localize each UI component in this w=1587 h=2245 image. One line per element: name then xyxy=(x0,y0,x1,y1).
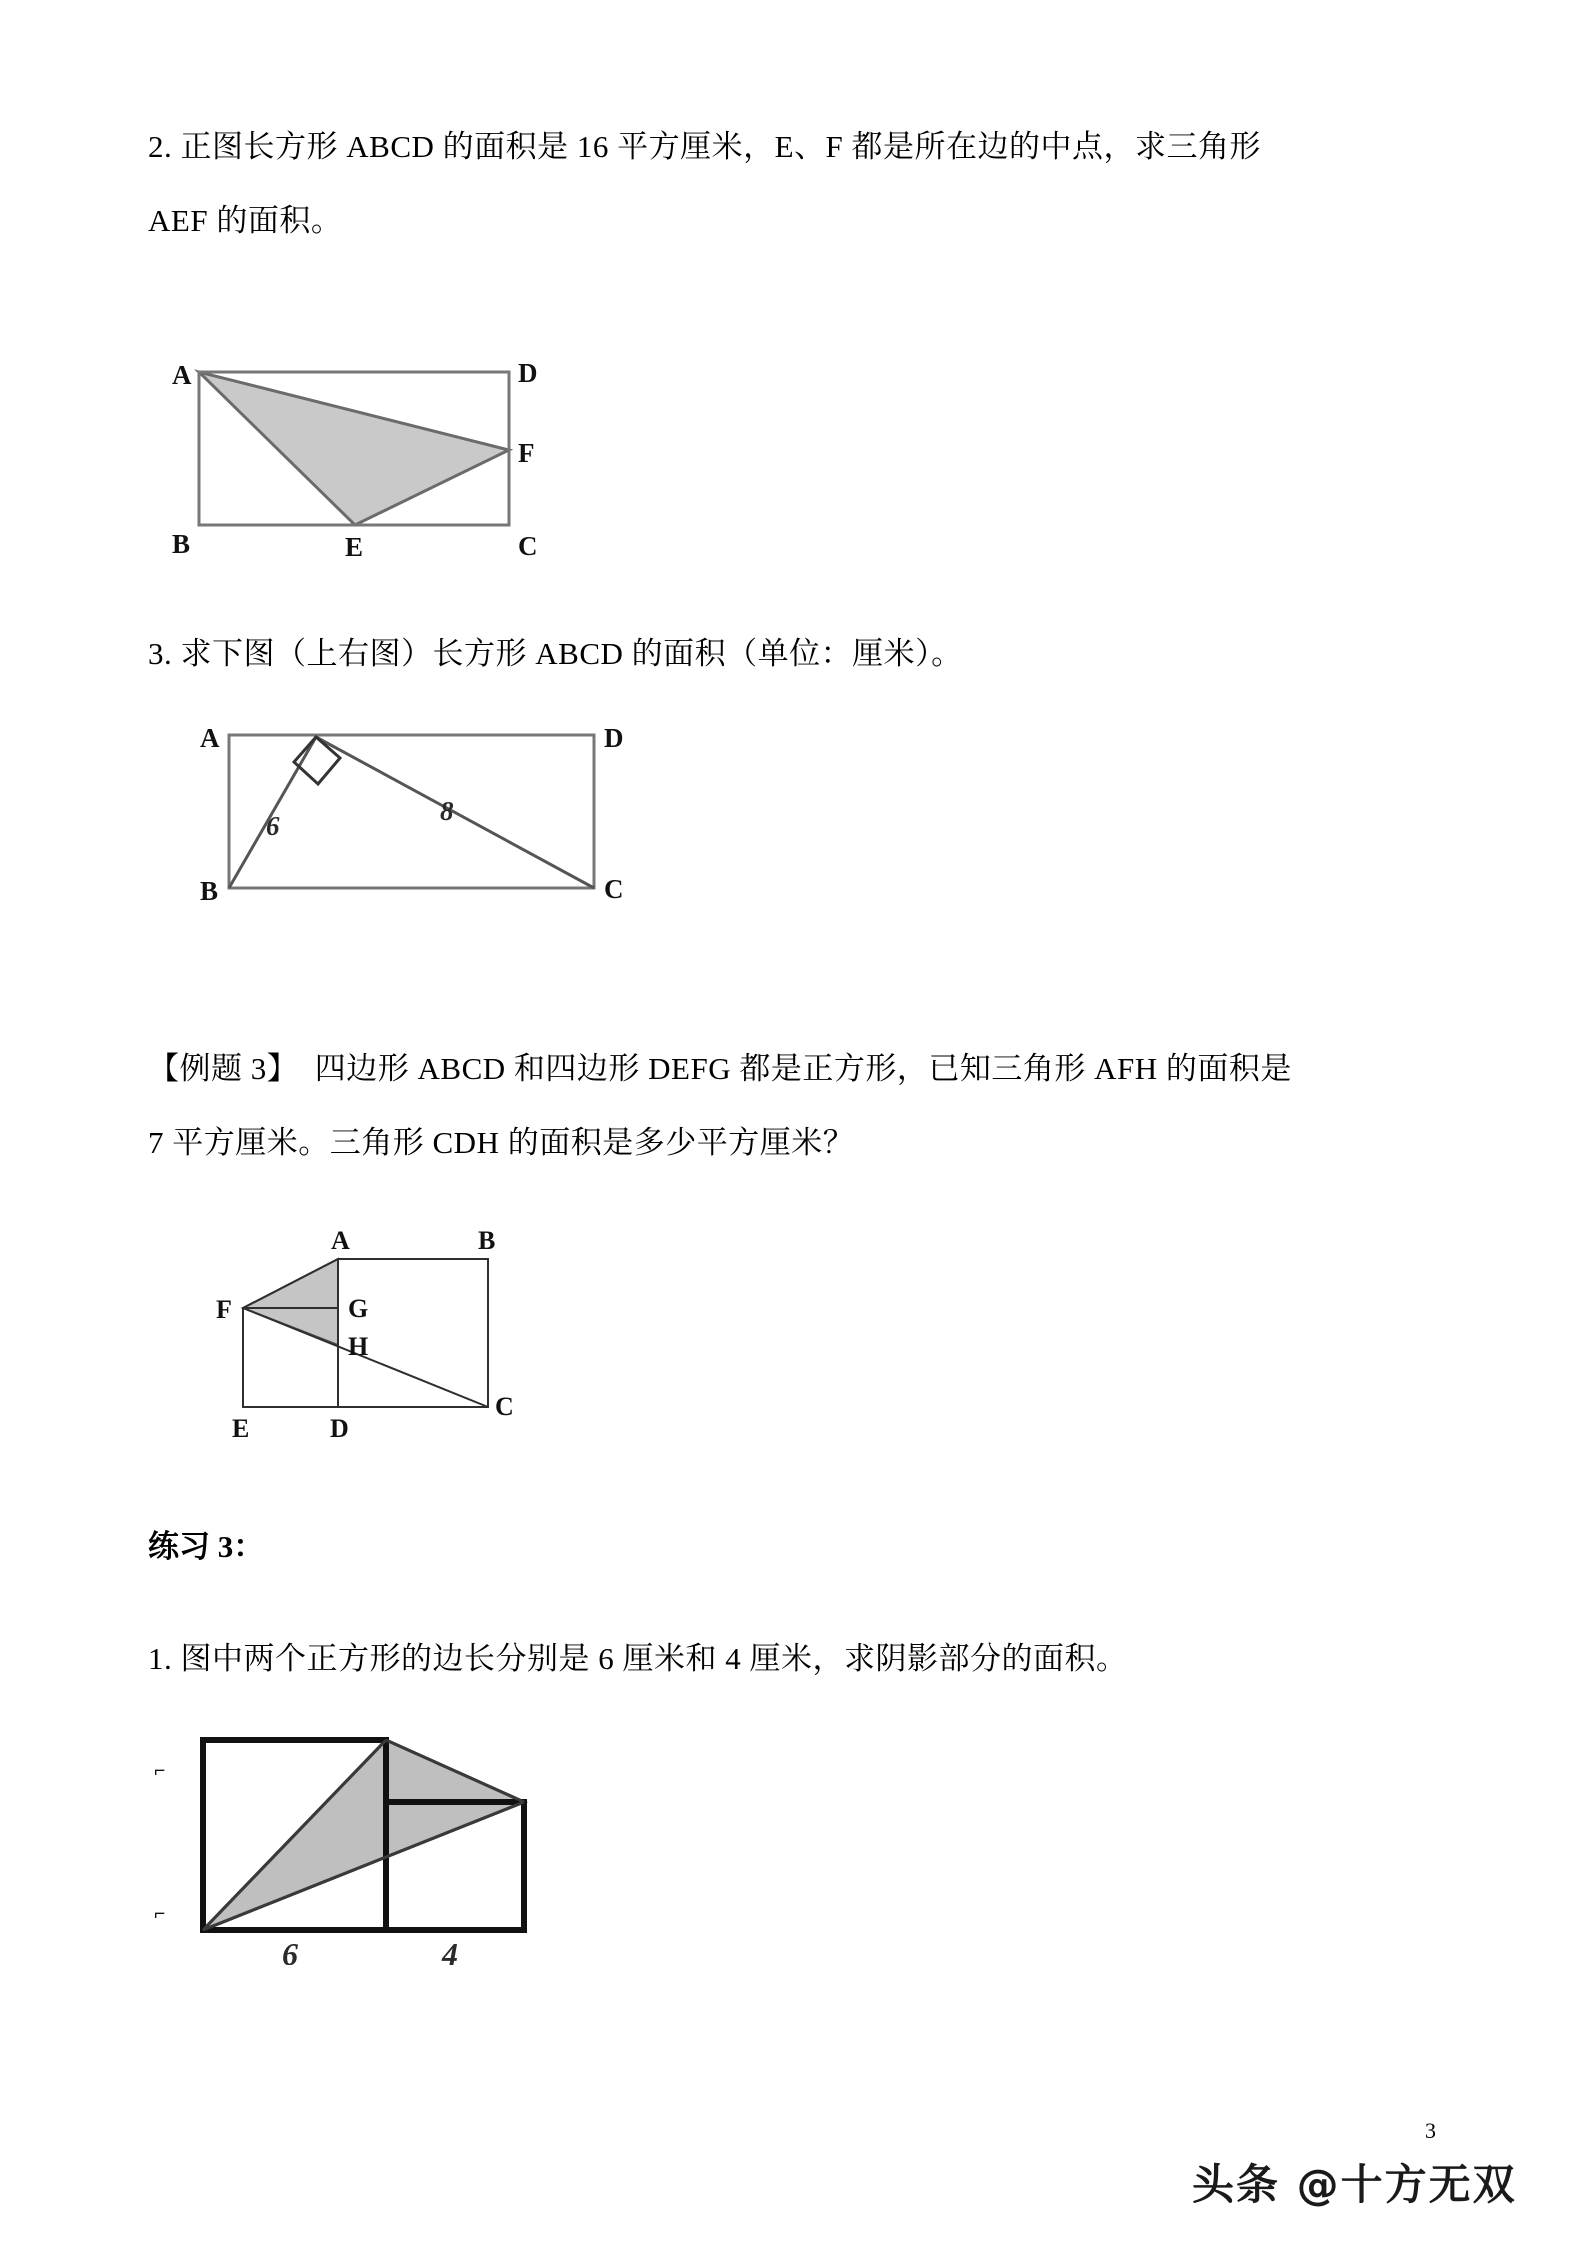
figure1-label-d: D xyxy=(518,358,538,388)
figure2-label-d: D xyxy=(604,723,624,753)
shaded-region-lower xyxy=(203,1740,524,1930)
practice-3-item-1: 1. 图中两个正方形的边长分别是 6 厘米和 4 厘米，求阴影部分的面积。 xyxy=(148,1641,1128,1676)
problem-2-line-2: AEF 的面积。 xyxy=(148,203,343,238)
figure3-label-c: C xyxy=(495,1392,514,1421)
practice-3-heading: 练习 3： xyxy=(148,1529,265,1564)
figure3-label-h: H xyxy=(348,1332,369,1361)
rectangle-outline xyxy=(229,735,594,888)
figure3-label-f: F xyxy=(216,1295,232,1324)
figure1-label-a: A xyxy=(172,360,192,390)
figure3-label-e: E xyxy=(232,1414,250,1443)
figure1-label-b: B xyxy=(172,529,191,559)
figure3-label-b: B xyxy=(478,1226,496,1255)
triangle-leg-8 xyxy=(316,737,594,888)
figure2-measure-6: 6 xyxy=(266,811,280,841)
example-3-line-2: 7 平方厘米。三角形 CDH 的面积是多少平方厘米？ xyxy=(148,1125,855,1160)
watermark: 头条 @十方无双 xyxy=(1192,2160,1517,2209)
figure-rectangle-right-triangle xyxy=(170,700,650,930)
figure2-label-c: C xyxy=(604,874,624,904)
figure-rectangle-abcd-triangle-aef xyxy=(140,340,600,570)
figure2-label-b: B xyxy=(200,876,219,906)
problem-2-line-1: 2. 正图长方形 ABCD 的面积是 16 平方厘米，E、F 都是所在边的中点，求三角形 xyxy=(148,129,1262,164)
shaded-triangle-afh xyxy=(243,1259,338,1345)
page-number: 3 xyxy=(1425,2118,1436,2143)
figure2-measure-8: 8 xyxy=(440,796,454,826)
figure1-label-c: C xyxy=(518,531,538,561)
figure-two-squares-shaded xyxy=(130,1715,600,1965)
tick-mark-lower: ⌐ xyxy=(154,1903,166,1925)
figure1-label-f: F xyxy=(518,438,535,468)
problem-3-line-1: 3. 求下图（上右图）长方形 ABCD 的面积（单位：厘米）。 xyxy=(148,636,963,671)
figure4-measure-4: 4 xyxy=(442,1936,458,1965)
example-3-line-1: 【例题 3】 四边形 ABCD 和四边形 DEFG 都是正方形，已知三角形 AFH 的面积是 xyxy=(148,1051,1292,1086)
figure3-label-g: G xyxy=(348,1294,369,1323)
figure3-label-a: A xyxy=(331,1226,350,1255)
figure4-measure-6: 6 xyxy=(282,1936,298,1965)
figure-two-squares-abcd-defg xyxy=(190,1215,610,1455)
tick-mark-upper: ⌐ xyxy=(154,1760,166,1782)
shaded-triangle-aef xyxy=(199,372,509,525)
figure1-label-e: E xyxy=(345,532,364,562)
figure3-label-d: D xyxy=(330,1414,349,1443)
figure2-label-a: A xyxy=(200,723,220,753)
